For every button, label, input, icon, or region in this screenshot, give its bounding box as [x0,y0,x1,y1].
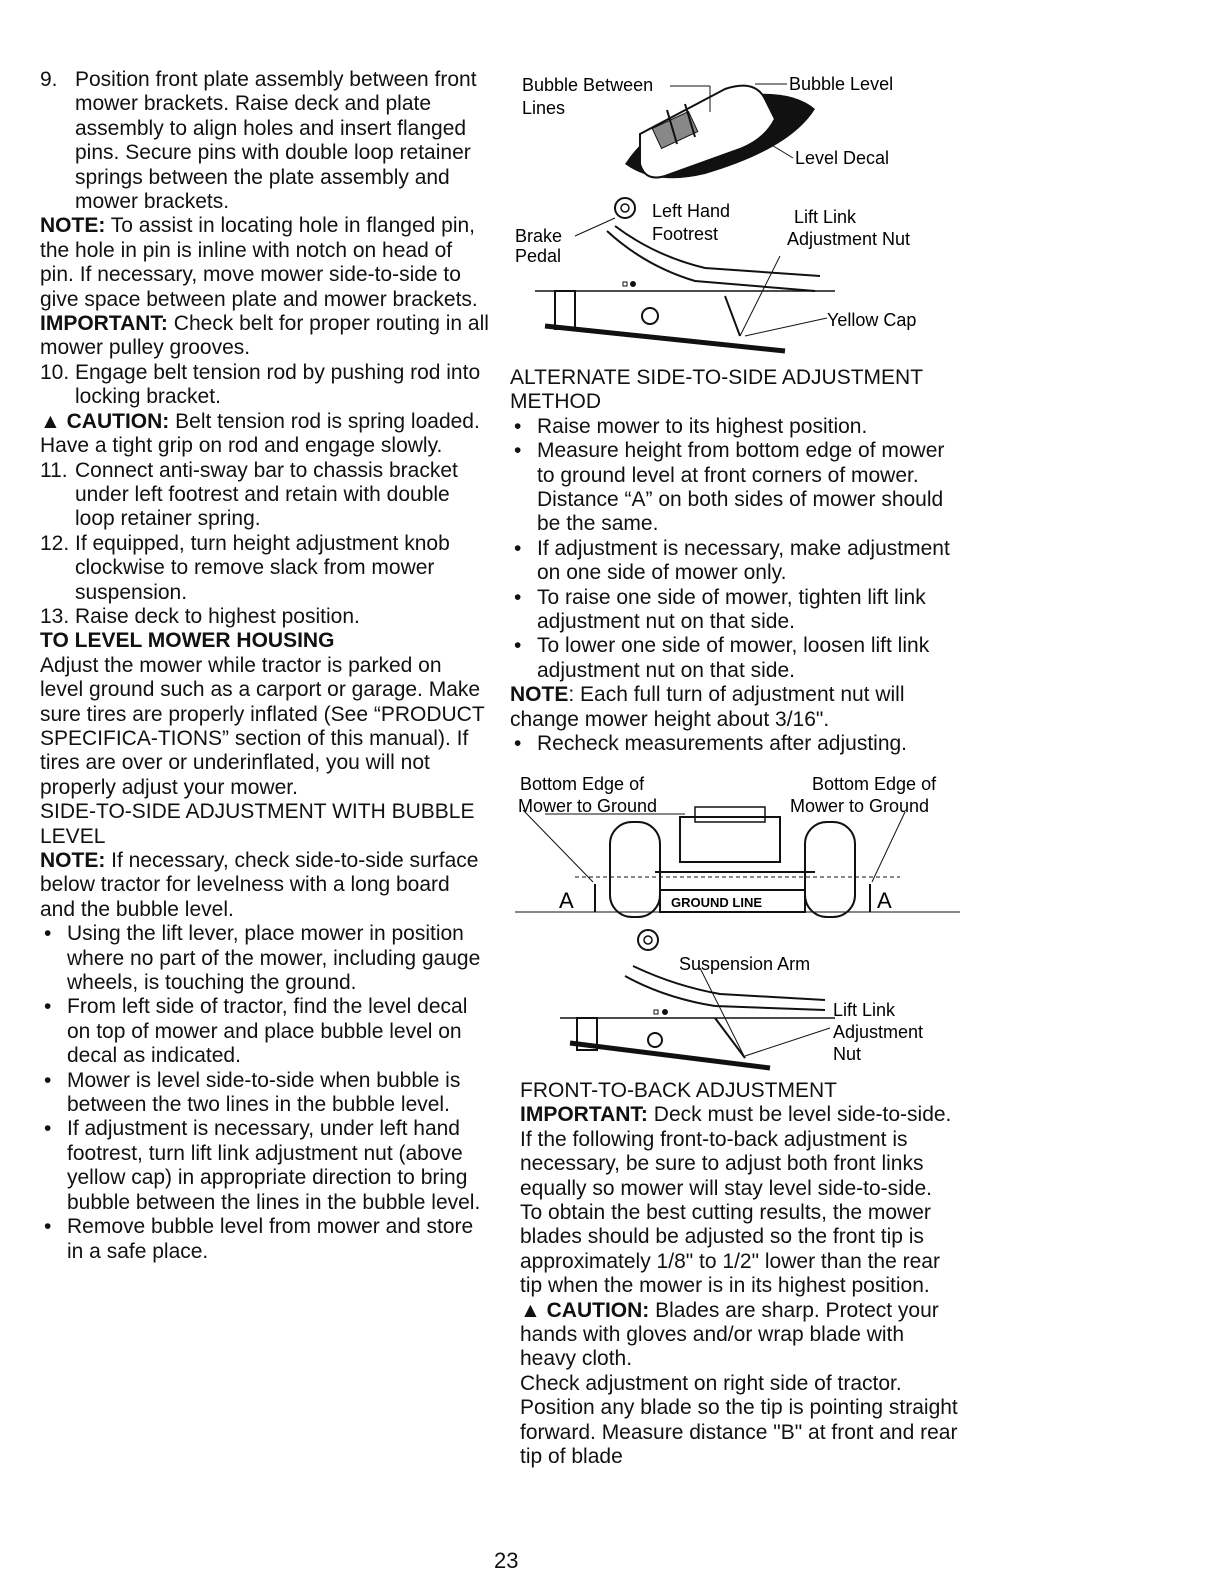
note-surface-levelness: NOTE: If necessary, check side-to-side surface below tractor for levelness with a long board and the bubble level. [40,849,479,921]
label-lift-link: Lift Link [794,207,857,227]
label-bottom-edge-left-2: Mower to Ground [518,796,658,816]
label-lines: Lines [522,98,566,118]
left-column [40,68,490,1264]
label-adjustment-2: Adjustment [833,1022,924,1042]
page-number: 23 [494,1548,519,1573]
list-item: • To lower one side of mower, loosen lift link adjustment nut on that side. [510,634,965,683]
label-nut-2: Nut [833,1044,862,1064]
right-column-lower [520,1079,965,1470]
heading-level-mower-housing: TO LEVEL MOWER HOUSING [40,629,335,653]
note-hole-in-pin: NOTE: To assist in locating hole in flanged pin, the hole in pin is inline with notch on head of pin. If necessary, move mower side-to-side to give space between plate and mower brackets. [40,214,478,311]
label-pedal: Pedal [515,246,562,266]
list-item: • Raise mower to its highest position. [510,415,965,439]
label-yellow-cap: Yellow Cap [827,310,917,330]
label-ground-line: GROUND LINE [671,895,762,910]
level-intro: Adjust the mower while tractor is parked on level ground such as a carport or garage. Make sure tires are properly inflated (See “PRODUCT SPECIFICA-TIONS” section of this manual). If tires are over or underinflated, you will not properly adjust your mower. [40,653,485,799]
label-bottom-edge-left-1: Bottom Edge of [520,774,645,794]
warning-triangle-icon: ▲ [520,1298,541,1322]
bubble-level-drawing [515,64,955,194]
check-right-side: Check adjustment on right side of tractor. Position any blade so the tip is pointing straight forward. Measure distance "B" at front and rear tip of blade [520,1371,958,1469]
label-distance-a-right: A [877,888,892,913]
label-level-decal: Level Decal [795,148,890,168]
label-bottom-edge-right-1: Bottom Edge of [812,774,937,794]
label-suspension-arm: Suspension Arm [679,954,811,974]
subheading-alternate-method: ALTERNATE SIDE-TO-SIDE ADJUSTMENT METHOD [510,366,923,414]
list-item: • Remove bubble level from mower and store in a safe place. [40,1215,490,1264]
bubble-level-diagram [515,64,955,194]
best-cutting-results: To obtain the best cutting results, the mower blades should be adjusted so the front tip is approximately 1/8" to 1/2" lower than the rear tip when the mower is in its highest position. [520,1201,940,1298]
list-item-recheck: • Recheck measurements after adjusting. [510,732,965,756]
list-item: • From left side of tractor, find the level decal on top of mower and place bubble level on decal as indicated. [40,995,490,1068]
subheading-front-to-back: FRONT-TO-BACK ADJUSTMENT [520,1079,837,1102]
step-13: 13. Raise deck to highest position. [40,604,360,628]
suspension-arm-diagram [515,928,955,1078]
list-item: • If adjustment is necessary, make adjustment on one side of mower only. [510,537,965,586]
list-item: • Using the lift lever, place mower in position where no part of the mower, including gauge wheels, is touching the ground. [40,922,490,995]
right-column [510,366,965,757]
list-item: • If adjustment is necessary, under left hand footrest, turn lift link adjustment nut (above yellow cap) in appropriate direction to bring bubble between the lines in the bubble level. [40,1117,490,1215]
label-bottom-edge-right-2: Mower to Ground [790,796,930,816]
step-10: 10. Engage belt tension rod by pushing rod into locking bracket. [40,360,481,409]
note-adjustment-nut: NOTE: Each full turn of adjustment nut will change mower height about 3/16". [510,683,905,731]
label-bubble-level: Bubble Level [789,74,894,94]
step-9: 9. Position front plate assembly between front mower brackets. Raise deck and plate assembly to align holes and insert flanged pins. Secure pins with double loop retainer springs between the plate assembly and mower brackets. [40,68,477,214]
footrest-lift-link-diagram [515,196,955,358]
step-11: 11. Connect anti-sway bar to chassis bracket under left footrest and retain with double loop retainer spring. [40,458,458,531]
list-item: • To raise one side of mower, tighten lift link adjustment nut on that side. [510,586,965,635]
label-bubble-between: Bubble Between [522,75,654,95]
ground-line-drawing [515,772,960,922]
caution-belt-tension: ▲ CAUTION: Belt tension rod is spring loaded. Have a tight grip on rod and engage slowly. [40,409,480,458]
label-footrest: Footrest [652,224,719,244]
step-12: 12. If equipped, turn height adjustment knob clockwise to remove slack from mower suspension. [40,531,450,604]
caution-blades-sharp: ▲ CAUTION: Blades are sharp. Protect your hands with gloves and/or wrap blade with heavy cloth. [520,1298,939,1371]
suspension-drawing [515,928,955,1078]
label-adjustment-nut: Adjustment Nut [787,229,911,249]
subheading-bubble-level: SIDE-TO-SIDE ADJUSTMENT WITH BUBBLE LEVEL [40,800,475,848]
label-lift-link-2: Lift Link [833,1000,896,1020]
label-left-hand: Left Hand [652,201,731,221]
list-item: • Mower is level side-to-side when bubble is between the two lines in the bubble level. [40,1069,490,1118]
important-deck-level: IMPORTANT: Deck must be level side-to-side. If the following front-to-back adjustment is necessary, be sure to adjust both front links equally so mower will stay level side-to-side. [520,1103,952,1200]
label-distance-a-left: A [559,888,574,913]
warning-triangle-icon: ▲ [40,409,61,433]
list-item: • Measure height from bottom edge of mower to ground level at front corners of mower. Distance “A” on both sides of mower should be the same. [510,439,965,537]
ground-line-diagram [515,772,960,922]
important-belt-routing: IMPORTANT: Check belt for proper routing in all mower pulley grooves. [40,312,489,360]
label-brake: Brake [515,226,563,246]
footrest-drawing [515,196,955,358]
